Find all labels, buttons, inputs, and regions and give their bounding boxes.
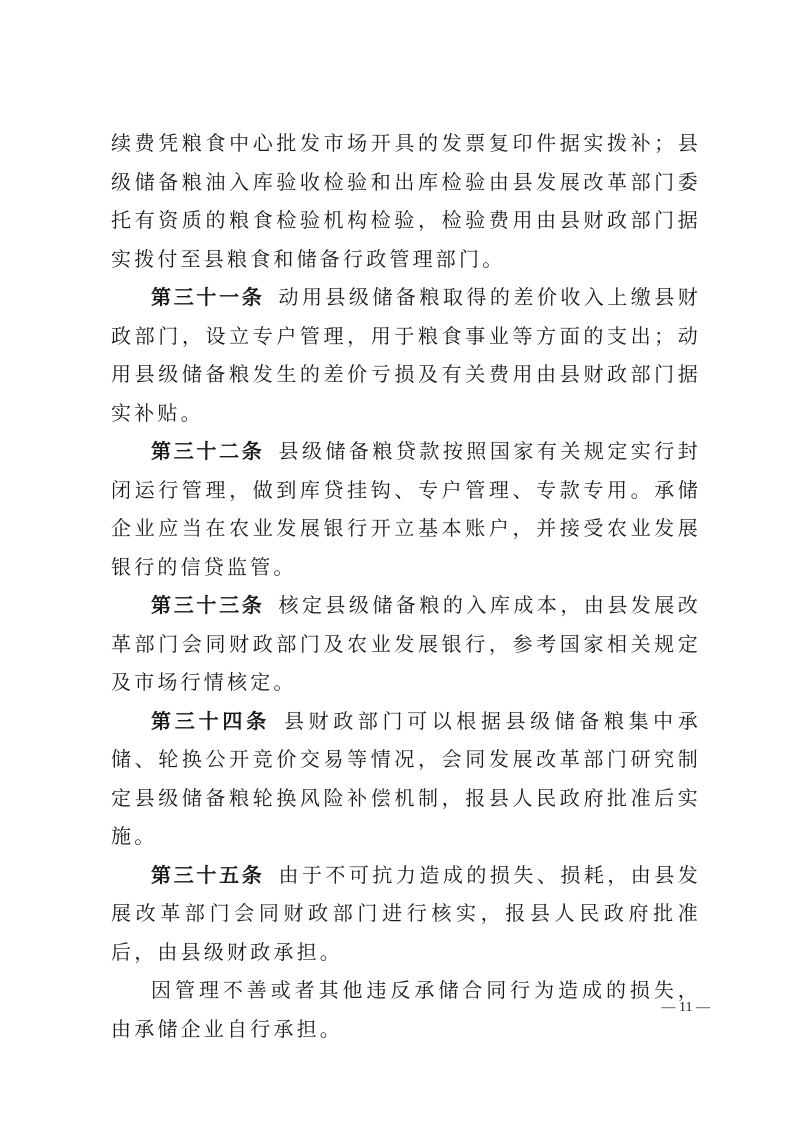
continuation-paragraph [111,124,701,278]
article-31 [111,278,701,432]
article-34-number: 第三十四条 [151,708,271,733]
article-32-number: 第三十二条 [151,439,265,463]
closing-paragraph [111,971,701,1048]
article-32 [111,432,701,586]
article-31-number: 第三十一条 [151,285,265,309]
article-35 [111,856,701,972]
article-34-text: 县财政部门可以根据县级储备粮集中承储、轮换公开竞价交易等情况，会同发展改革部门研究制定县级储备粮轮换风险补偿机制，报县人民政府批准后实施。 [111,708,701,848]
article-33-text: 核定县级储备粮的入库成本，由县发展改革部门会同财政部门及农业发展银行，参考国家相关规定及市场行情核定。 [111,593,701,694]
closing-paragraph-text: 因管理不善或者其他违反承储合同行为造成的损失，由承储企业自行承担。 [111,978,701,1041]
page-number: — 11 — [661,1000,710,1015]
article-32-text: 县级储备粮贷款按照国家有关规定实行封闭运行管理，做到库贷挂钩、专户管理、专款专用。承储企业应当在农业发展银行开立基本账户，并接受农业发展银行的信贷监管。 [111,439,701,579]
article-35-number: 第三十五条 [151,862,265,887]
article-33 [111,586,701,702]
document-body [111,124,701,1048]
article-31-text: 动用县级储备粮取得的差价收入上缴县财政部门，设立专户管理，用于粮食事业等方面的支出；动用县级储备粮发生的差价亏损及有关费用由县财政部门据实补贴。 [111,285,701,425]
article-33-number: 第三十三条 [151,593,265,617]
continuation-text: 续费凭粮食中心批发市场开具的发票复印件据实拨补；县级储备粮油入库验收检验和出库检验由县发展改革部门委托有资质的粮食检验机构检验，检验费用由县财政部门据实拨付至县粮食和储备行政管理部门。 [111,131,701,271]
article-34 [111,702,701,856]
article-35-text: 由于不可抗力造成的损失、损耗，由县发展改革部门会同财政部门进行核实，报县人民政府批准后，由县级财政承担。 [111,862,701,964]
